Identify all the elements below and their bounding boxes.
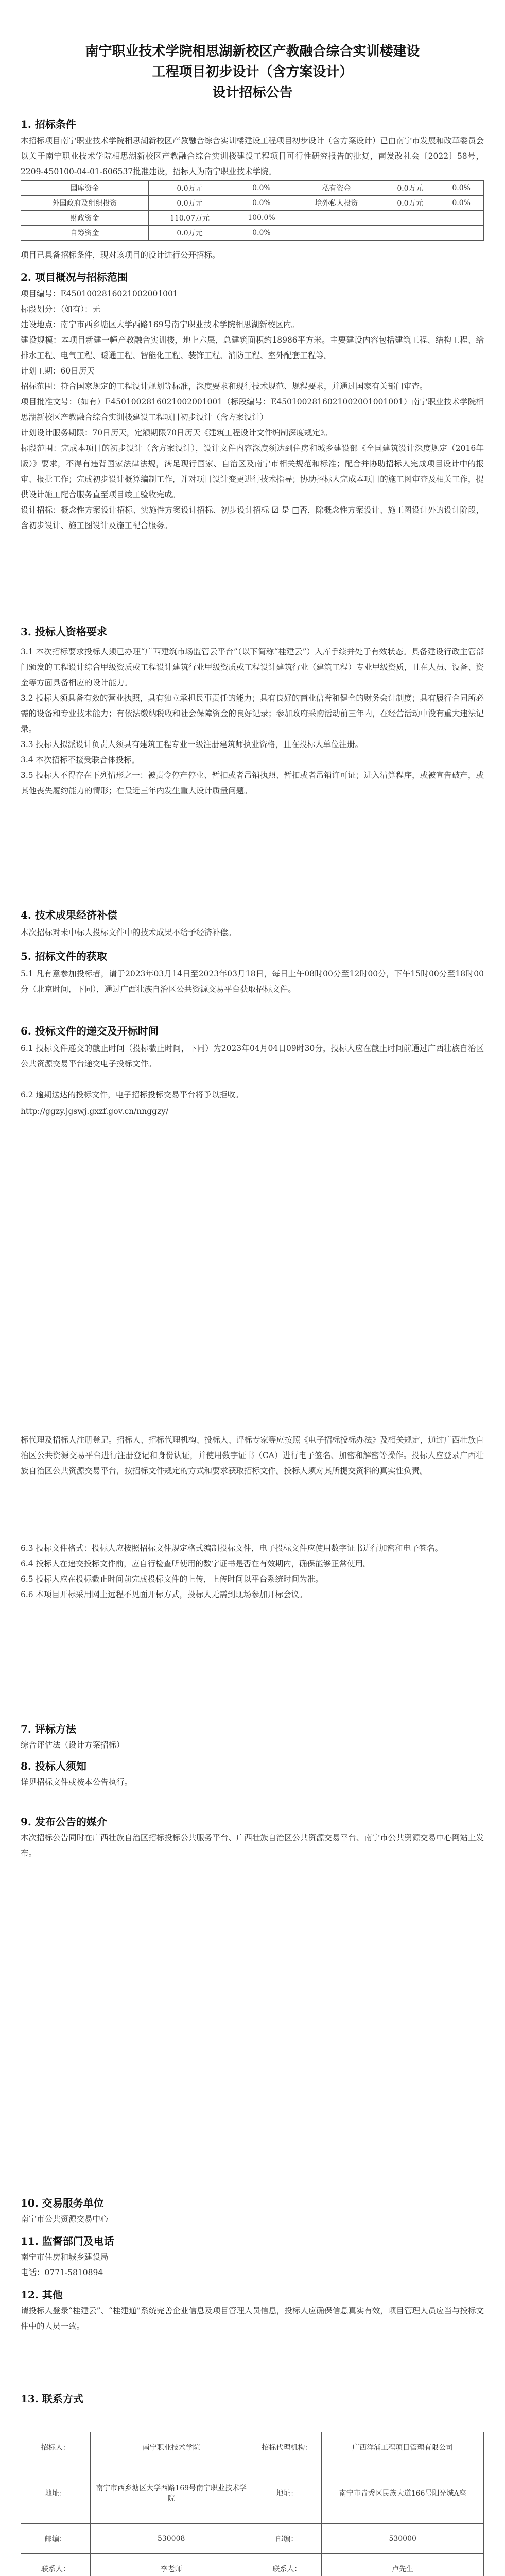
s2-line: 计划工期：60日历天 — [21, 366, 95, 376]
registration-list — [21, 1540, 484, 1602]
funding-cell: 外国政府及组织投资 — [21, 196, 149, 211]
funding-cell: 0.0% — [231, 226, 292, 241]
section-heading-2: 2. 项目概况与招标范围 — [21, 271, 128, 283]
contact-row — [21, 2432, 484, 2462]
section-heading-7: 7. 评标方法 — [21, 1723, 76, 1735]
section-8-text: 详见招标文件或按本公告执行。 — [21, 1777, 133, 1787]
s2-line: 项目批准文号：（如有）E4501002816021002001001（标段编号：E4501002816021002001001001）南宁职业技术学院相思湖新校区产教融合综合实训楼建设工程项目初步设计（含方案设计） — [21, 397, 484, 422]
section-6-text: 6.1 投标文件递交的截止时间（投标截止时间，下同）为2023年04月04日09时30分，投标人应在截止时间前通过广西壮族自治区公共资源交易平台递交电子投标文件。 — [21, 1044, 484, 1069]
contact-value: 南宁职业技术学院 — [90, 2432, 252, 2462]
section-11-text: 南宁市住房和城乡建设局 — [21, 2252, 109, 2262]
s3-line: 3.5 投标人不得存在下列情形之一：被责令停产停业、暂扣或者吊销执照、暂扣或者吊销许可证；进入清算程序，或被宣告破产，或其他丧失履约能力的情形；在最近三年内发生重大设计质量问题。 — [21, 771, 484, 795]
funding-cell: 0.0万元 — [381, 181, 439, 196]
funding-cell: 0.0% — [231, 196, 292, 211]
section-2-body — [21, 286, 484, 533]
section-3-body — [21, 644, 484, 799]
reg-line: 6.3 投标文件格式：投标人应按照招标文件规定格式编制投标文件，电子投标文件应使用数字证书进行加密和电子签名。 — [21, 1544, 443, 1553]
funding-cell: 0.0% — [439, 196, 484, 211]
contact-label: 地址： — [21, 2462, 91, 2524]
funding-cell — [292, 211, 381, 226]
s3-line: 3.1 本次招标要求投标人须已办理“广西建筑市场监管云平台”（以下简称“桂建云”）入库手续并处于有效状态。具备建设行政主管部门颁发的工程设计综合甲级资质或工程设计建筑行业甲级资质或工程设计建筑行业（建筑工程）专业甲级资质，且在人员、设备、资金等方面具备相应的设计能力。 — [21, 647, 484, 687]
section-heading-10: 10. 交易服务单位 — [21, 2197, 104, 2209]
funding-cell: 0.0% — [231, 181, 292, 196]
section-11-phone: 电话：0771-5810894 — [21, 2268, 103, 2277]
s3-line: 3.2 投标人须具备有效的营业执照，具有独立承担民事责任的能力；具有良好的商业信誉和健全的财务会计制度；具有履行合同所必需的设备和专业技术能力；有依法缴纳税收和社会保障资金的良好记录；参加政府采购活动前三年内，在经营活动中没有重大违法记录。 — [21, 693, 484, 734]
contact-row — [21, 2524, 484, 2554]
funding-table — [21, 180, 484, 241]
reg-line: 6.5 投标人应在投标截止时间前完成投标文件的上传，上传时间以平台系统时间为准。 — [21, 1574, 323, 1584]
trading-platform-link[interactable]: http://ggzy.jgswj.gxzf.gov.cn/nnggzy/ — [21, 1107, 169, 1116]
funding-cell: 0.0万元 — [148, 196, 231, 211]
s3-line: 3.3 投标人拟派设计负责人须具有建筑工程专业一级注册建筑师执业资格，且在投标人单位注册。 — [21, 740, 363, 749]
contact-value: 广西洋浦工程项目管理有限公司 — [322, 2432, 484, 2462]
funding-cell: 100.0% — [231, 211, 292, 226]
contact-label: 邮编： — [21, 2524, 91, 2554]
section-heading-3: 3. 投标人资格要求 — [21, 625, 107, 638]
s2-line: 标段划分：（如有）：无 — [21, 304, 101, 314]
funding-cell — [381, 226, 439, 241]
s2-line: 建设规模：本项目新建一幢产教融合实训楼，地上六层，总建筑面积约18986平方米。主要建设内容包括建筑工程、结构工程、给排水工程、电气工程、暖通工程、智能化工程、装饰工程、消防工程、室外配套工程等。 — [21, 335, 484, 360]
contact-value: 卢先生 — [322, 2554, 484, 2576]
contact-row — [21, 2554, 484, 2576]
funding-cell: 境外私人投资 — [292, 196, 381, 211]
section-7-text: 综合评估法（设计方案招标） — [21, 1740, 125, 1750]
reg-line: 6.6 本项目开标采用网上远程不见面开标方式，投标人无需到现场参加开标会议。 — [21, 1590, 307, 1599]
s2-line: 设计招标：概念性方案设计招标、实施性方案设计招标、初步设计招标 ☑ 是 □否，除概念性方案设计、施工图设计外的设计阶段，含初步设计、施工图设计及施工配合服务。 — [21, 505, 484, 530]
s2-line: 计划设计服务期限：70日历天，定额期限70日历天《建筑工程设计文件编制深度规定》。 — [21, 428, 333, 437]
contact-label: 邮编： — [252, 2524, 322, 2554]
s3-line: 3.4 本次招标不接受联合体投标。 — [21, 755, 140, 765]
section-12-text: 请投标人登录“桂建云”、“桂建通”系统完善企业信息及项目管理人员信息，投标人应确保信息真实有效，项目管理人员应当与投标文件中的人员一致。 — [21, 2306, 484, 2331]
funding-row — [21, 181, 484, 196]
s2-line: 项目编号：E4501002816021002001001 — [21, 289, 178, 298]
funding-cell: 0.0万元 — [381, 196, 439, 211]
contact-value: 530000 — [322, 2524, 484, 2554]
section-heading-8: 8. 投标人须知 — [21, 1760, 86, 1772]
funding-cell: 私有资金 — [292, 181, 381, 196]
section-1-text: 本招标项目南宁职业技术学院相思湖新校区产教融合综合实训楼建设工程项目初步设计（含方案设计）已由南宁市发展和改革委员会以关于南宁职业技术学院相思湖新校区产教融合综合实训楼建设工程项目可行性研究报告的批复，南发改社会〔2022〕58号，2209-450100-04-01-606537批准建设，招标人为南宁职业技术学院。 — [21, 136, 484, 176]
section-10-text: 南宁市公共资源交易中心 — [21, 2214, 109, 2224]
section-heading-4: 4. 技术成果经济补偿 — [21, 909, 117, 921]
funding-cell: 0.0万元 — [148, 226, 231, 241]
page-title-line-1: 南宁职业技术学院相思湖新校区产教融合综合实训楼建设 — [85, 44, 420, 59]
contact-label: 联系人： — [252, 2554, 322, 2576]
contact-label: 招标代理机构： — [252, 2432, 322, 2462]
section-heading-6: 6. 投标文件的递交及开标时间 — [21, 1025, 159, 1037]
funding-cell — [381, 211, 439, 226]
contact-row — [21, 2462, 484, 2524]
page-title-line-3: 设计招标公告 — [212, 85, 293, 100]
funding-cell: 0.0万元 — [148, 181, 231, 196]
section-6-sub: 6.2 逾期送达的投标文件，电子招标投标交易平台将予以拒收。 — [21, 1090, 243, 1099]
section-4-text: 本次招标对未中标人投标文件中的技术成果不给予经济补偿。 — [21, 928, 236, 937]
funding-row — [21, 196, 484, 211]
contact-label: 联系人： — [21, 2554, 91, 2576]
section-heading-12: 12. 其他 — [21, 2289, 63, 2301]
contact-value: 南宁市西乡塘区大学西路169号南宁职业技术学院 — [90, 2462, 252, 2524]
contact-value: 李老师 — [90, 2554, 252, 2576]
section-heading-9: 9. 发布公告的媒介 — [21, 1816, 107, 1828]
contact-value: 530008 — [90, 2524, 252, 2554]
reg-line: 6.4 投标人在递交投标文件前，应自行检查所使用的数字证书是否在有效期内，确保能够正常使用。 — [21, 1559, 371, 1568]
section-5-text: 5.1 凡有意参加投标者，请于2023年03月14日至2023年03月18日，每日上午08时00分至12时00分，下午15时00分至18时00分（北京时间，下同），通过广西壮族自治区公共资源交易平台获取招标文件。 — [21, 969, 484, 994]
section-heading-11: 11. 监督部门及电话 — [21, 2235, 114, 2247]
funding-cell — [439, 211, 484, 226]
section-1-after: 项目已具备招标条件，现对该项目的设计进行公开招标。 — [21, 250, 220, 260]
funding-cell: 110.07万元 — [148, 211, 231, 226]
contact-label: 地址： — [252, 2462, 322, 2524]
funding-cell — [439, 226, 484, 241]
s2-line: 招标范围：符合国家规定的工程设计规划等标准，深度要求和现行技术规范、规程要求，并通过国家有关部门审查。 — [21, 382, 428, 391]
contact-value: 南宁市青秀区民族大道166号阳光城A座 — [322, 2462, 484, 2524]
section-6-link — [21, 1104, 484, 1119]
funding-cell: 财政资金 — [21, 211, 149, 226]
section-heading-5: 5. 招标文件的获取 — [21, 950, 107, 962]
s2-line: 标段范围：完成本项目的初步设计（含方案设计），设计文件内容深度须达到住房和城乡建设部《全国建筑设计深度规定（2016年版）》要求，不得有违背国家法律法规，满足现行国家、自治区及南宁市相关规范和标准；配合并协助招标人完成项目设计中的报审、报批工作；完成初步设计概算编制工作，并对项目设计变更进行技术指导；协助招标人完成本项目的施工图审查及相关工作，提供设计施工配合服务直至项目竣工验收完成。 — [21, 444, 484, 499]
contact-table — [21, 2432, 484, 2576]
funding-row — [21, 226, 484, 241]
registration-text: 标代理及招标人注册登记。招标人、招标代理机构、投标人、评标专家等应按照《电子招标投标办法》及相关规定，通过广西壮族自治区公共资源交易平台进行注册登记和身份认证，并使用数字证书（CA）进行电子签名、加密和解密等操作。投标人应登录广西壮族自治区公共资源交易平台，按招标文件规定的方式和要求获取招标文件。投标人须对其所提交资料的真实性负责。 — [21, 1435, 484, 1476]
funding-cell: 国库资金 — [21, 181, 149, 196]
contact-label: 招标人： — [21, 2432, 91, 2462]
s2-line: 建设地点：南宁市西乡塘区大学西路169号南宁职业技术学院相思湖新校区内。 — [21, 320, 300, 329]
funding-cell — [292, 226, 381, 241]
funding-cell: 0.0% — [439, 181, 484, 196]
section-heading-13: 13. 联系方式 — [21, 2393, 83, 2405]
section-heading-1: 1. 招标条件 — [21, 118, 76, 130]
page-title-line-2: 工程项目初步设计（含方案设计） — [152, 64, 353, 80]
funding-cell: 自筹资金 — [21, 226, 149, 241]
section-9-text: 本次招标公告同时在广西壮族自治区招标投标公共服务平台、广西壮族自治区公共资源交易平台、南宁市公共资源交易中心网站上发布。 — [21, 1833, 484, 1858]
funding-row — [21, 211, 484, 226]
